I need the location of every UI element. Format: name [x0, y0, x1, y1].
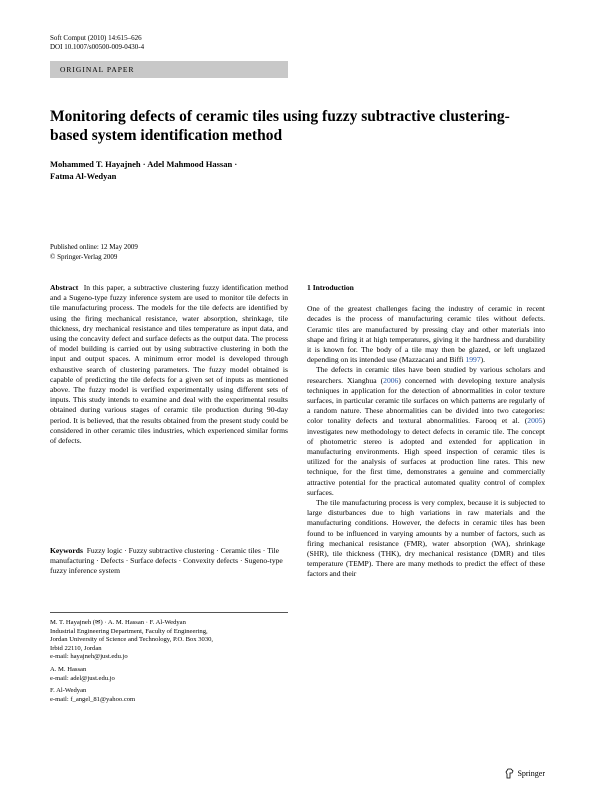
- citation-link[interactable]: 2005: [527, 416, 543, 426]
- affiliations: [50, 619, 288, 708]
- affiliation-block: [50, 619, 288, 662]
- paper-title: Monitoring defects of ceramic tiles using fuzzy subtractive clustering-based system identification method: [50, 108, 510, 144]
- footnote-divider: [50, 612, 288, 613]
- abstract-text: In this paper, a subtractive clustering fuzzy identification method and a Sugeno-type fuzzy inference system are used to monitor tile defects in tile manufacturing process. The models for the tile defects are identified by using the firing mechanical resistance, water absorption, shrinkage, tile thickness, dry mechanical resistance and tiles temperature as input data, and using the concavity defect and surface defects as the output data. The process of model building is carried out by using subtractive clustering in both the input and output spaces. A minimum error model is developed through exhaustive search of clustering parameters. The fuzzy model obtained is capable of predicting the tile defects for a given set of inputs as mentioned above. The fuzzy model is verified experimentally using different sets of inputs. This study intends to examine and deal with the experimental results obtained during various stages of ceramic tile production during 90-day period. It is believed, that the results obtained from the present study could be considered in other ceramic tiles industries, which experienced similar forms of defects.: [50, 283, 289, 446]
- abstract-label: Abstract: [50, 283, 79, 292]
- section-heading: 1 Introduction: [307, 283, 354, 292]
- keywords: [50, 546, 288, 577]
- citation-link[interactable]: 1997: [465, 355, 481, 365]
- paragraph-text: The defects in ceramic tiles have been studied by various scholars and researchers. Xianghua (: [307, 365, 545, 385]
- author-line: Mohammed T. Hayajneh · Adel Mahmood Hassan ·: [50, 159, 238, 169]
- publisher-name: Springer: [517, 769, 545, 778]
- paragraph-text: ) investigates new methodology to detect defects in ceramic tile. The concept of photometric stereo is adopted and extended for application in manufacturing environments. High speed inspection of ceramic tiles is utilized for the analysis of surfaces at production line rates. This new technique, for the first time, demonstrates a genuine and commercially attractive potential for the practical automated quality control of complex surfaces.: [307, 416, 545, 497]
- paragraph-text: ) concerned with developing texture analysis techniques in application for the detection of abnormalities in color texture surfaces, in particular ceramic tile surfaces on which patterns are regularly of a random nature. These abnormalities can be divided into two categories: color tonality defects and textural abnormalities. Farooq et al. (: [307, 375, 545, 426]
- affiliation-email[interactable]: e-mail: adel@just.edu.jo: [50, 674, 115, 682]
- affiliation-dept: Industrial Engineering Department, Faculty of Engineering,: [50, 627, 208, 635]
- copyright: © Springer-Verlag 2009: [50, 252, 118, 261]
- publisher-logo: [505, 768, 545, 779]
- affiliation-city: Irbid 22110, Jordan: [50, 644, 102, 652]
- journal-line: Soft Comput (2010) 14:615–626: [50, 34, 142, 42]
- affiliation-authors: A. M. Hassan: [50, 665, 87, 673]
- affiliation-email[interactable]: e-mail: hayajneh@just.edu.jo: [50, 653, 128, 661]
- publication-info: [50, 243, 138, 262]
- affiliation-authors: M. T. Hayajneh (✉) · A. M. Hassan · F. Al-Wedyan: [50, 619, 186, 626]
- affiliation-authors: F. Al-Wedyan: [50, 687, 87, 695]
- keywords-text: Fuzzy logic · Fuzzy subtractive clustering · Ceramic tiles · Tile manufacturing · Defects · Surface defects · Convexity defects · Sugeno-type fuzzy inference system: [50, 546, 283, 576]
- article-type-banner: [50, 61, 288, 78]
- springer-horse-icon: [505, 768, 514, 779]
- author-line: Fatma Al-Wedyan: [50, 171, 117, 181]
- paragraph: [307, 304, 545, 365]
- paragraph: [307, 365, 545, 498]
- doi-line: DOI 10.1007/s00500-009-0430-4: [50, 43, 145, 51]
- paragraph-text: One of the greatest challenges facing the industry of ceramic in recent decades is the process of manufacturing ceramic tiles without defects. Ceramic tiles are manufactured by pressing clay and other materials into shape and firing it at high temperatures, giving it the hardness and durability it is known for. The body of a tile may then be glazed, or left unglazed depending on its intended use (Mazzacani and Biffi: [307, 304, 545, 365]
- citation-link[interactable]: 2006: [383, 375, 399, 385]
- published-date: Published online: 12 May 2009: [50, 243, 138, 251]
- journal-citation: [50, 34, 144, 52]
- affiliation-univ: Jordan University of Science and Technology, P.O. Box 3030,: [50, 636, 214, 644]
- paragraph: The tile manufacturing process is very complex, because it is subjected to large disturbances due to high variations in raw materials and the manufacturing conditions. However, the defects in ceramic tiles has been found to be influenced in varying amounts by a number of factors, such as firing mechanical resistance (FMR), water absorption (WA), shrinkage (SHR), tile thickness (THK), dry mechanical resistance (DMR) and tiles temperature (TEMP). There are many methods to predict the effect of these factors and their: [307, 498, 545, 579]
- affiliation-block: [50, 666, 288, 683]
- affiliation-email[interactable]: e-mail: f_angel_81@yahoo.com: [50, 695, 136, 703]
- keywords-label: Keywords: [50, 546, 83, 555]
- article-type-label: ORIGINAL PAPER: [60, 65, 135, 74]
- introduction-section: [307, 283, 545, 580]
- author-list: [50, 158, 470, 182]
- paragraph-text: ).: [480, 355, 486, 365]
- abstract: [50, 283, 288, 446]
- affiliation-block: [50, 687, 288, 704]
